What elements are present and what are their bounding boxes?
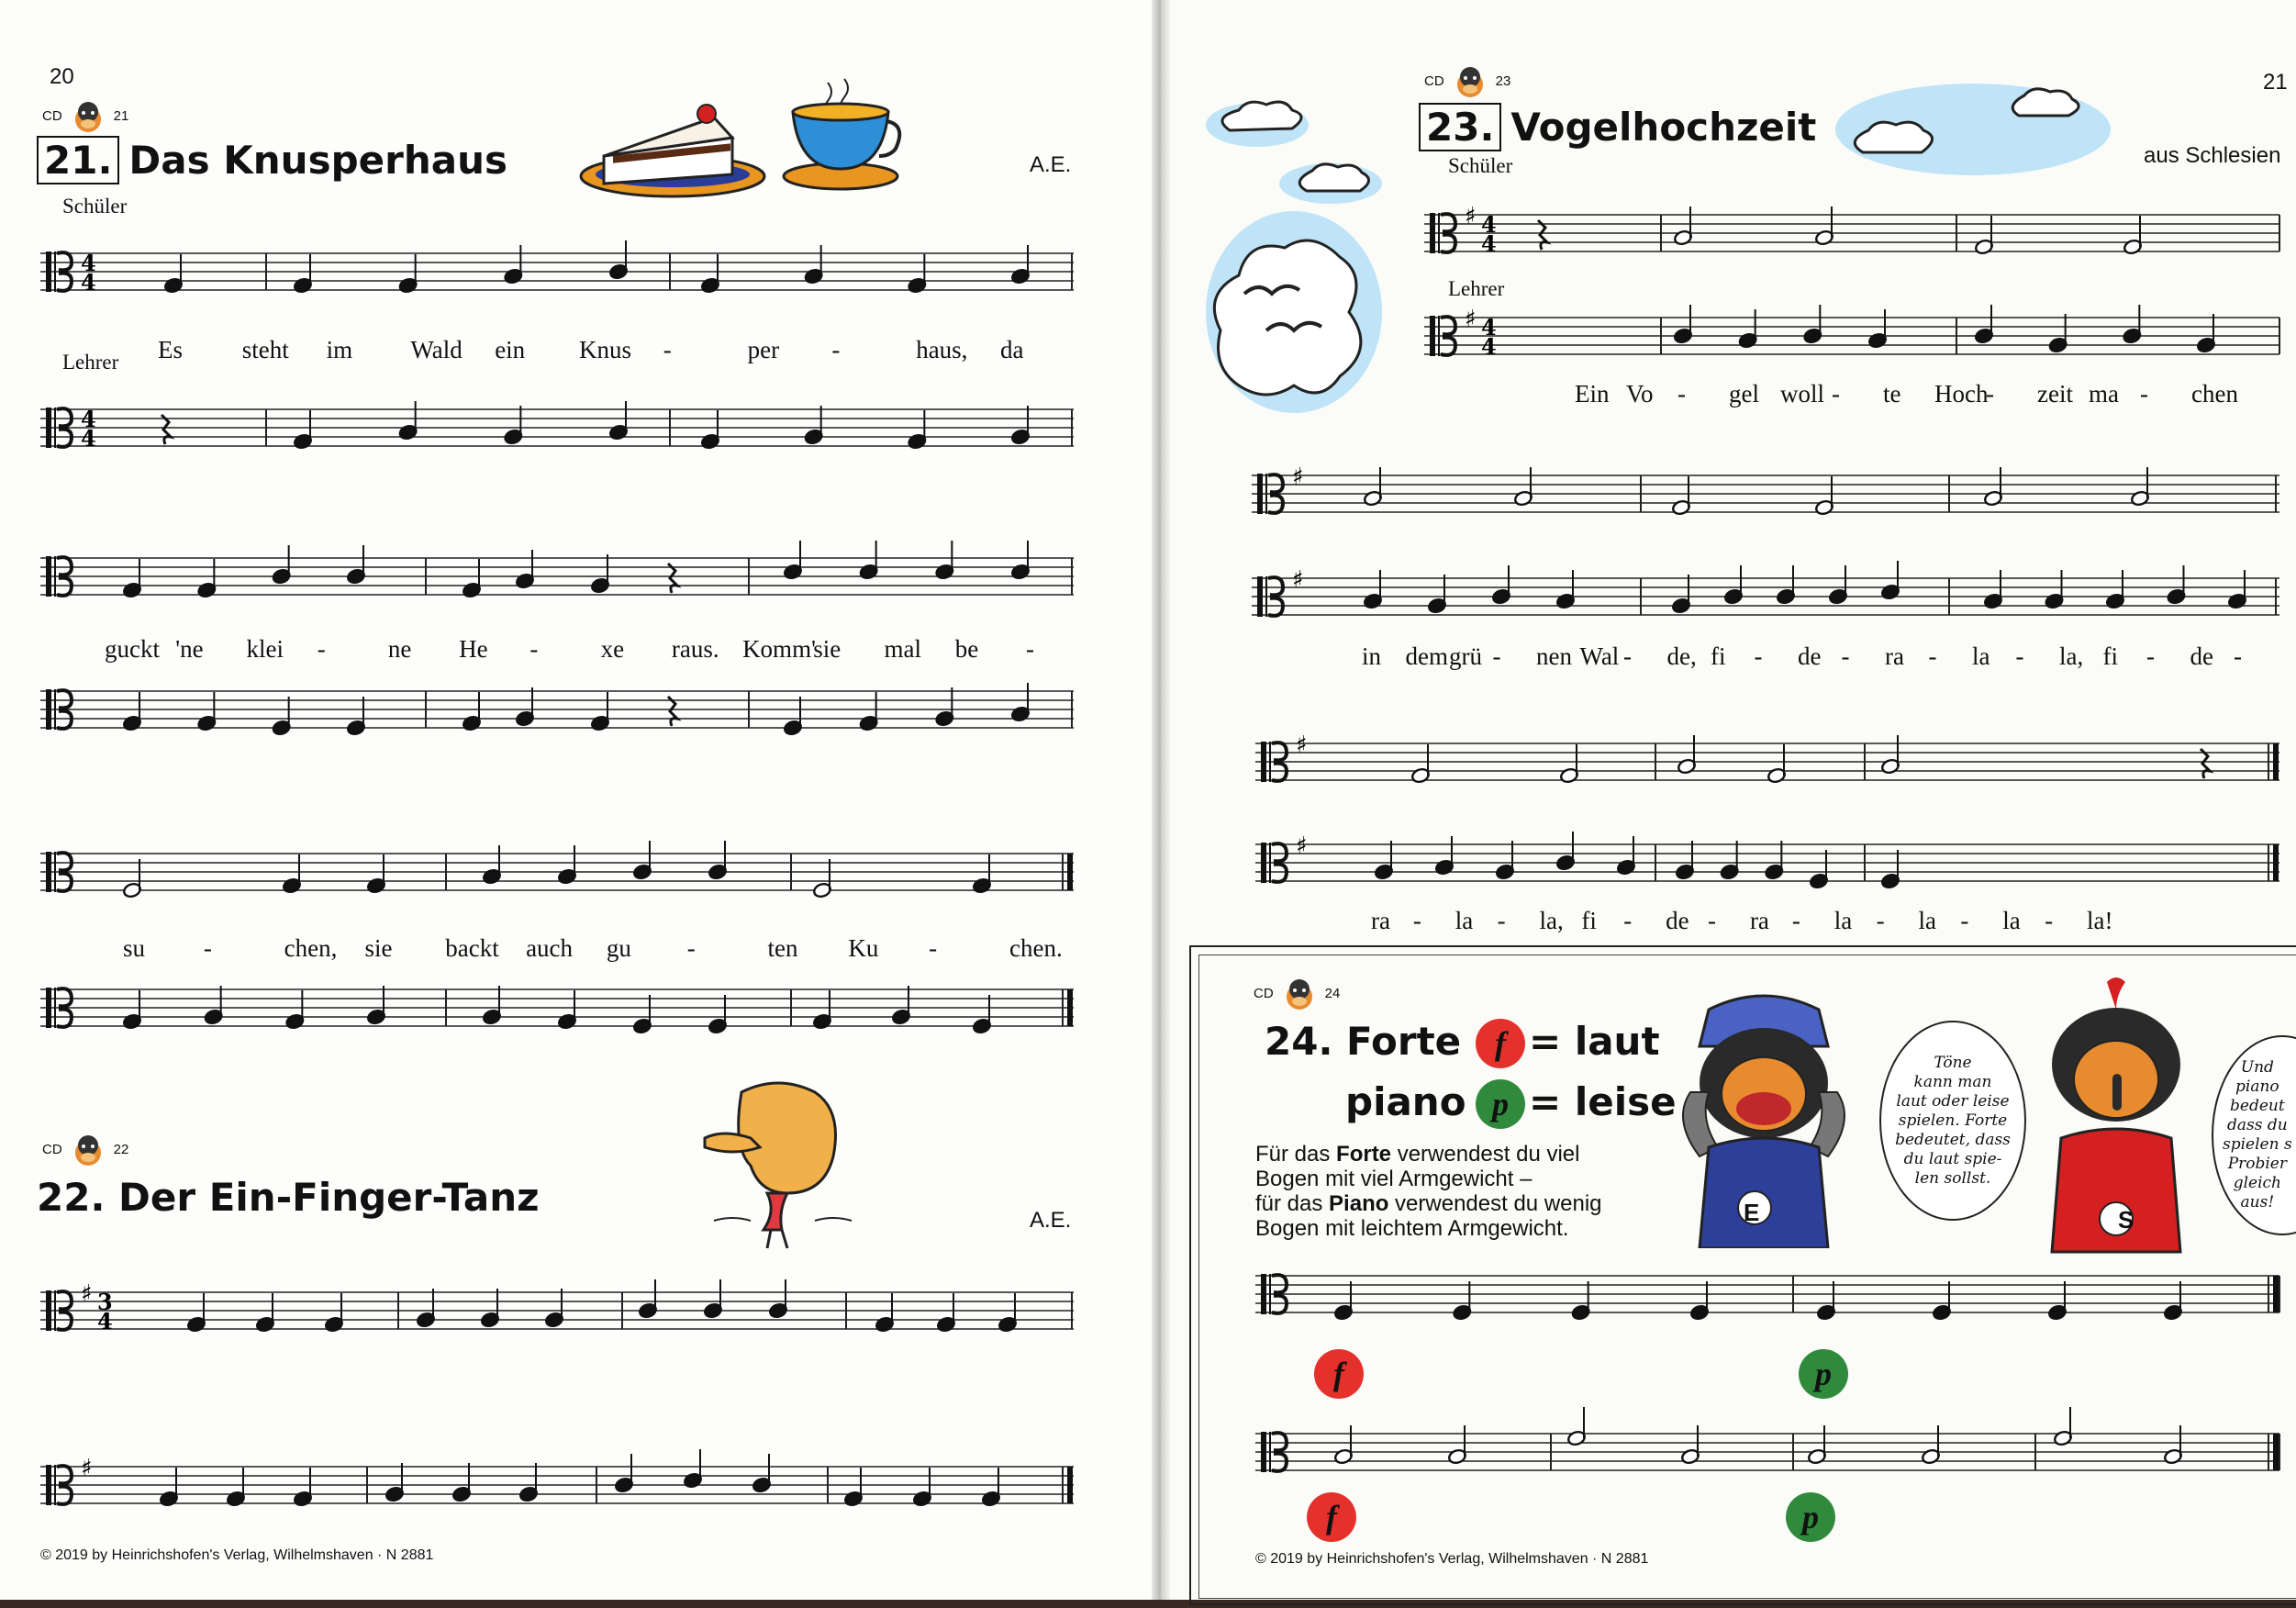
staff-23-teacher-3 <box>1255 828 2279 887</box>
piece-23-title-block <box>1419 105 1816 150</box>
monkey-s-illustration <box>2024 973 2208 1257</box>
piece-22-number: 22. <box>37 1175 106 1220</box>
time-signature-top: 4 <box>81 406 96 432</box>
staff-21-teacher-2 <box>40 675 1074 733</box>
instruction-keyword: Piano <box>1329 1191 1389 1216</box>
piece-22-title-block <box>37 1175 540 1220</box>
lyric-syllable: nen <box>1536 642 1572 670</box>
cake-illustration <box>576 92 769 202</box>
lyric-syllable: Vo <box>1626 380 1654 408</box>
instruction-line: Bogen mit viel Armgewicht – <box>1255 1167 1533 1191</box>
lyric-hyphen: - <box>1623 907 1633 934</box>
copyright-footer-right: © 2019 by Heinrichshofen's Verlag, Wilhelmshaven · N 2881 <box>1255 1551 1649 1567</box>
lyric-hyphen: - <box>1708 907 1717 934</box>
lyric-hyphen: - <box>1754 642 1763 670</box>
monkey-cd-icon <box>1277 977 1321 1010</box>
sharp-icon: ♯ <box>1296 832 1308 860</box>
lyric-hyphen: - <box>1623 642 1632 670</box>
forte-marker-2: f <box>1307 1492 1356 1542</box>
lyric-syllable: ne <box>387 635 412 663</box>
cloud-illustration <box>1202 88 1404 207</box>
monkey-s-shirt-letter: S <box>2118 1206 2134 1234</box>
monkey-e-illustration <box>1672 991 1856 1248</box>
time-signature-top: 4 <box>81 250 96 276</box>
lyric-syllable: Wal <box>1579 642 1620 670</box>
speech-line: bedeut <box>2230 1097 2285 1115</box>
page-number-left: 20 <box>50 64 74 89</box>
staff-23-teacher-1 <box>1424 301 2279 360</box>
speech-line: aus! <box>2240 1193 2275 1212</box>
lyric-syllable: Es <box>158 336 183 363</box>
lyric-hyphen: - <box>929 934 938 962</box>
lyric-syllable: ra <box>1885 642 1904 670</box>
lyric-syllable: fi <box>1711 642 1726 670</box>
lyric-syllable: Knus <box>579 336 632 363</box>
lyric-syllable: Hoch <box>1934 380 1989 408</box>
time-signature-top: 4 <box>1481 211 1497 238</box>
lyric-syllable: be <box>954 635 979 663</box>
copyright-footer-left: © 2019 by Heinrichshofen's Verlag, Wilhelmshaven · N 2881 <box>40 1547 434 1563</box>
lyrics-21-line-2 <box>0 635 1156 666</box>
lyric-syllable: la! <box>2087 907 2113 934</box>
staff-21-student-3 <box>40 837 1074 896</box>
sharp-icon: ♯ <box>1292 566 1304 594</box>
lyric-syllable: mal <box>884 635 922 663</box>
lyric-syllable: la <box>1972 642 1990 670</box>
instruction-line: für das Piano verwendest du wenig <box>1255 1191 1602 1216</box>
monkey-cd-icon <box>1448 64 1492 97</box>
piece-21-number: 21. <box>37 136 119 184</box>
lyric-syllable: Komm' <box>742 635 816 663</box>
final-barline-thick <box>1067 854 1073 890</box>
lyric-hyphen: - <box>1832 380 1840 408</box>
lyric-syllable: ten <box>767 934 798 962</box>
staff-21-student-2 <box>40 542 1074 600</box>
cd-track-number: 24 <box>1324 985 1341 1001</box>
staff-23-student-2 <box>1252 459 2279 518</box>
staff-24-line-2 <box>1255 1417 2279 1476</box>
speech-line: gleich <box>2233 1174 2281 1192</box>
instruction-line: Für das Forte verwendest du viel <box>1255 1142 1580 1167</box>
final-barline-thick <box>2273 1434 2279 1470</box>
lyric-hyphen: - <box>2045 907 2054 934</box>
staff-23-student-3 <box>1255 727 2279 786</box>
lyric-syllable: in <box>1362 642 1382 670</box>
finger-dancer-illustration <box>686 1074 870 1257</box>
sharp-icon: ♯ <box>1296 731 1308 759</box>
lyric-hyphen: - <box>2234 642 2242 670</box>
lyric-hyphen: - <box>1876 907 1885 934</box>
lyric-syllable: ra <box>1749 907 1769 934</box>
lyric-syllable: auch <box>526 934 574 962</box>
cd-track-24 <box>1254 977 1340 1010</box>
lyric-syllable: sie <box>813 635 841 663</box>
time-signature-bottom: 4 <box>1481 333 1497 360</box>
cd-track-23 <box>1424 64 1510 97</box>
speech-line: len sollst. <box>1914 1168 1991 1188</box>
piano-marker-1: p <box>1799 1349 1848 1399</box>
lyric-syllable: im <box>326 336 353 363</box>
staff-21-student-1 <box>40 237 1074 296</box>
lyric-hyphen: - <box>1412 907 1421 934</box>
lyric-hyphen: - <box>317 635 326 663</box>
lyric-syllable: Wald <box>410 336 463 363</box>
cd-label: CD <box>42 107 62 124</box>
lyric-syllable: fi <box>2102 642 2118 670</box>
lyric-hyphen: - <box>663 336 672 363</box>
lyric-syllable: de, <box>1666 642 1697 670</box>
speech-line: Und <box>2240 1058 2274 1077</box>
lyric-syllable: ma <box>2089 380 2119 408</box>
cd-track-number: 21 <box>113 107 129 124</box>
lyric-hyphen: - <box>203 934 212 962</box>
staff-22-line-1 <box>40 1276 1074 1334</box>
piano-symbol: p <box>1476 1079 1525 1129</box>
speech-line: spielen. Forte <box>1898 1111 2008 1130</box>
lyric-hyphen: - <box>1928 642 1937 670</box>
lyric-syllable: la <box>1918 907 1936 934</box>
speech-line: dass du <box>2226 1116 2288 1134</box>
lyric-hyphen: - <box>529 635 539 663</box>
lyric-syllable: raus. <box>671 635 719 663</box>
cd-label: CD <box>1424 73 1444 89</box>
time-signature-bottom: 4 <box>81 269 96 296</box>
book-gutter <box>1152 0 1170 1602</box>
speech-line: kann man <box>1913 1072 1992 1091</box>
cd-label: CD <box>42 1141 62 1157</box>
instruction-keyword: Forte <box>1336 1142 1392 1167</box>
lyric-syllable: la, <box>2059 642 2084 670</box>
final-barline-thick <box>2273 844 2279 881</box>
lyric-syllable: la <box>2002 907 2021 934</box>
piece-24-number: 24. <box>1265 1019 1333 1064</box>
sharp-icon: ♯ <box>81 1280 93 1308</box>
time-signature-top: 3 <box>97 1289 113 1315</box>
lyric-hyphen: - <box>2146 642 2155 670</box>
lyric-syllable: la <box>1833 907 1853 934</box>
cd-track-21 <box>42 99 128 132</box>
lyric-hyphen: - <box>1026 635 1034 663</box>
lyric-hyphen: - <box>2140 380 2148 408</box>
lyric-syllable: Ku <box>848 934 879 962</box>
lyric-syllable: xe <box>600 635 625 663</box>
piano-word: piano <box>1345 1079 1466 1124</box>
speech-line: Töne <box>1934 1053 1972 1072</box>
time-signature-bottom: 4 <box>97 1308 113 1334</box>
time-signature-bottom: 4 <box>1481 230 1497 257</box>
lyric-syllable: de <box>2190 642 2213 670</box>
lyric-syllable: gel <box>1729 380 1759 408</box>
speech-bubble-left <box>1879 1021 2026 1221</box>
forte-meaning: = laut <box>1529 1019 1660 1064</box>
instruction-line: Bogen mit leichtem Armgewicht. <box>1255 1216 1569 1241</box>
lyric-syllable: chen <box>2191 380 2238 408</box>
lyric-syllable: haus, <box>916 336 968 363</box>
quarter-rest-icon <box>1538 220 1547 250</box>
cd-label: CD <box>1254 985 1274 1001</box>
sharp-icon: ♯ <box>1292 463 1304 491</box>
final-barline-thick <box>2273 743 2279 780</box>
lyric-syllable: per <box>747 336 780 363</box>
speech-line: du laut spie- <box>1903 1149 2002 1168</box>
lyric-syllable: grü <box>1449 642 1482 670</box>
lyric-hyphen: - <box>1841 642 1850 670</box>
time-signature-top: 4 <box>1481 314 1497 341</box>
staff-23-teacher-2 <box>1252 562 2279 620</box>
lyric-syllable: fi <box>1581 907 1597 934</box>
lyric-syllable: la, <box>1539 907 1564 934</box>
cloud-pair-illustration <box>1835 79 2120 180</box>
page-number-right: 21 <box>2263 70 2288 95</box>
sharp-icon: ♯ <box>1465 306 1477 333</box>
time-signature-bottom: 4 <box>81 425 96 452</box>
lyric-syllable: gu <box>606 934 631 962</box>
lehrer-label: Lehrer <box>1448 277 1505 300</box>
lyric-syllable: woll <box>1780 380 1825 408</box>
piece-22-title: Der Ein-Finger-Tanz <box>118 1175 540 1220</box>
sharp-icon: ♯ <box>1465 203 1477 230</box>
lyric-syllable: 'ne <box>175 635 204 663</box>
staff-24-line-1 <box>1255 1259 2279 1318</box>
piano-marker-2: p <box>1786 1492 1835 1542</box>
piece-22-composer: A.E. <box>1030 1208 1072 1233</box>
lyrics-23-line-2 <box>1164 642 2296 674</box>
speech-line: spielen s <box>2223 1135 2292 1154</box>
final-barline-thick <box>1067 1467 1073 1503</box>
lyric-syllable: klei <box>246 635 284 663</box>
lyric-syllable: sie <box>364 934 393 962</box>
monkey-cd-icon <box>66 1133 110 1166</box>
lyric-hyphen: - <box>831 336 841 363</box>
lyric-syllable: zeit <box>2037 380 2073 408</box>
lyric-hyphen: - <box>1497 907 1506 934</box>
speech-line: laut oder leise <box>1896 1091 2010 1111</box>
lyric-syllable: la <box>1455 907 1474 934</box>
lyrics-23-line-1 <box>1164 380 2296 411</box>
lyrics-23-line-3 <box>1164 907 2296 938</box>
speech-line: bedeutet, dass <box>1895 1130 2011 1149</box>
lehrer-label: Lehrer <box>62 351 119 374</box>
lyric-syllable: su <box>123 934 146 962</box>
cd-track-number: 23 <box>1495 73 1511 89</box>
staff-23-student-1 <box>1424 198 2279 257</box>
piano-meaning: = leise <box>1529 1079 1677 1124</box>
lyric-syllable: de <box>1666 907 1689 934</box>
sharp-icon: ♯ <box>81 1455 93 1482</box>
piece-24-title-line-1 <box>1265 1019 1461 1064</box>
cd-track-number: 22 <box>113 1141 129 1157</box>
lyric-hyphen: - <box>686 934 696 962</box>
lyric-syllable: steht <box>241 336 289 363</box>
lyric-hyphen: - <box>1677 380 1686 408</box>
monkey-e-shirt-letter: E <box>1744 1199 1760 1226</box>
staff-21-teacher-3 <box>40 973 1074 1032</box>
forte-word: Forte <box>1346 1019 1462 1064</box>
lyric-hyphen: - <box>1492 642 1501 670</box>
staff-21-teacher-1 <box>40 393 1074 452</box>
lyric-syllable: ra <box>1371 907 1390 934</box>
monkey-cd-icon <box>66 99 110 132</box>
speech-line: Probier <box>2227 1155 2287 1173</box>
lyric-syllable: chen. <box>1009 934 1063 962</box>
piece-24-instructions <box>1255 1142 1659 1241</box>
staff-22-line-2 <box>40 1450 1074 1509</box>
lyric-hyphen: - <box>2015 642 2024 670</box>
cd-track-22 <box>42 1133 128 1166</box>
piece-21-title-block <box>37 138 507 183</box>
lyrics-21-line-1 <box>0 336 1156 367</box>
lyric-syllable: ein <box>495 336 526 363</box>
teacup-illustration <box>780 73 908 193</box>
final-barline-thick <box>1067 989 1073 1026</box>
lyric-syllable: te <box>1883 380 1901 408</box>
lyric-syllable: de <box>1798 642 1822 670</box>
lyric-syllable: chen, <box>284 934 338 962</box>
piece-23-number: 23. <box>1419 103 1501 151</box>
final-barline-thick <box>2273 1276 2279 1312</box>
schueler-label: Schüler <box>1448 154 1513 177</box>
forte-symbol: f <box>1476 1019 1525 1068</box>
lyric-hyphen: - <box>1960 907 1969 934</box>
lyric-syllable: He <box>459 635 488 663</box>
lyric-syllable: dem <box>1405 642 1448 670</box>
lyric-hyphen: - <box>1986 380 1994 408</box>
forte-marker-1: f <box>1314 1349 1364 1399</box>
lyric-syllable: da <box>1000 336 1024 363</box>
lyric-hyphen: - <box>1791 907 1800 934</box>
piece-21-composer: A.E. <box>1030 152 1072 177</box>
piece-21-title: Das Knusperhaus <box>128 138 507 183</box>
piece-23-title: Vogelhochzeit <box>1510 105 1817 150</box>
lyrics-21-line-3 <box>0 934 1156 966</box>
schueler-label: Schüler <box>62 195 128 218</box>
speech-line: piano <box>2235 1078 2279 1096</box>
lyric-syllable: backt <box>445 934 499 962</box>
lyric-syllable: guckt <box>105 635 160 663</box>
lyric-syllable: Ein <box>1575 380 1610 408</box>
piece-23-composer: aus Schlesien <box>2144 143 2281 168</box>
